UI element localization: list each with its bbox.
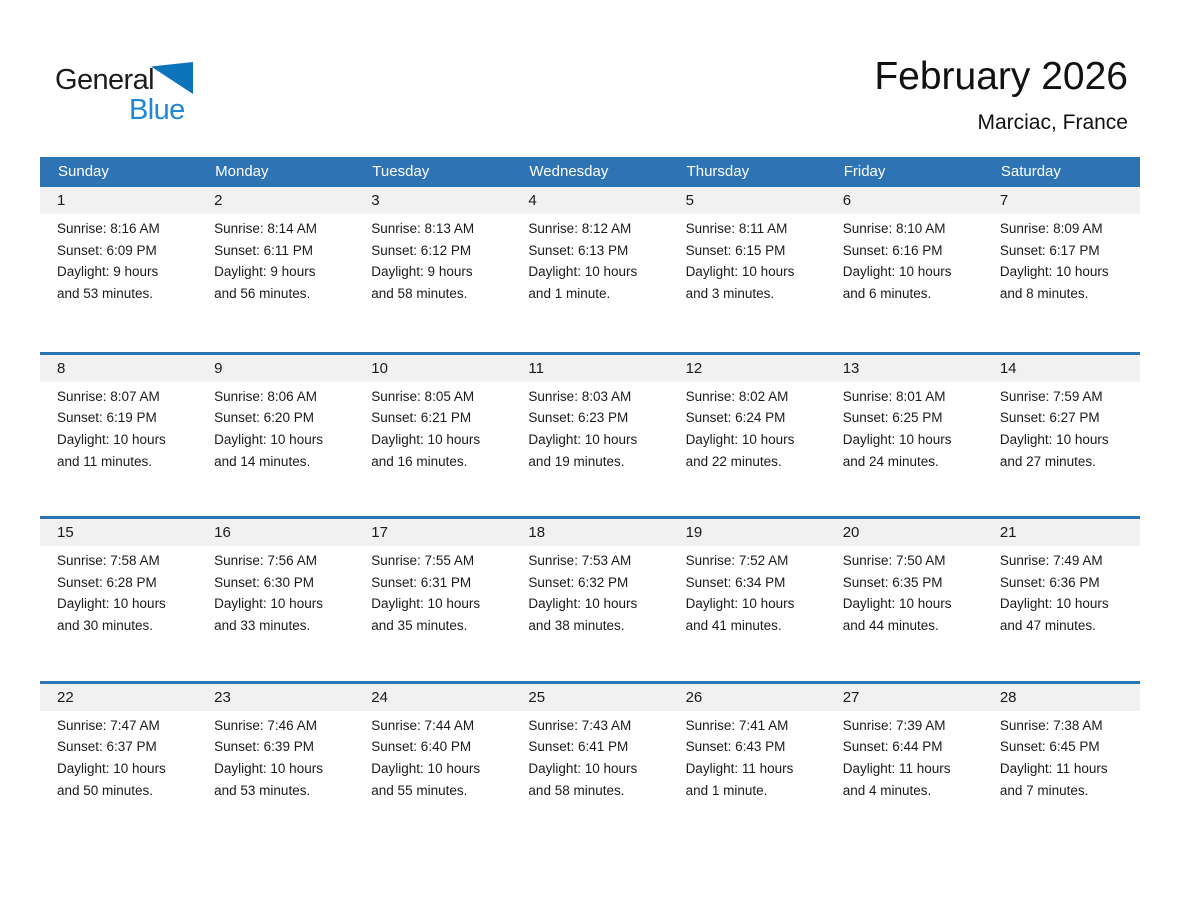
weekday-header-tuesday: Tuesday [372, 163, 430, 180]
day-number: 17 [371, 524, 388, 541]
day-cell [354, 546, 511, 637]
day-cell [669, 214, 826, 305]
day-cell [983, 546, 1140, 637]
location-subtitle: Marciac, France [977, 111, 1128, 134]
weekday-header-friday: Friday [843, 163, 886, 180]
day-sunrise: Sunrise: 7:58 AM [57, 553, 160, 568]
day-cell [826, 382, 983, 473]
day-cell [511, 382, 668, 473]
day-number: 6 [842, 192, 852, 209]
day-daylight: Daylight: 9 hours and 56 minutes. [214, 264, 316, 302]
day-cell [197, 711, 354, 802]
logo-text-general: General [55, 64, 154, 96]
day-cell [983, 214, 1140, 305]
day-cell [197, 382, 354, 473]
day-daylight: Daylight: 10 hours and 35 minutes. [371, 596, 481, 634]
weekday-header-saturday: Saturday [1000, 163, 1061, 180]
weeks-container [40, 187, 1140, 845]
day-daylight: Daylight: 10 hours and 24 minutes. [842, 431, 952, 469]
day-sunrise: Sunrise: 7:52 AM [685, 553, 789, 568]
day-daylight: Daylight: 9 hours and 58 minutes. [371, 264, 473, 302]
day-daylight: Daylight: 10 hours and 8 minutes. [999, 264, 1109, 302]
day-sunset: Sunset: 6:27 PM [999, 410, 1100, 426]
day-daylight: Daylight: 10 hours and 41 minutes. [685, 596, 795, 634]
day-sunset: Sunset: 6:15 PM [685, 242, 786, 258]
day-number: 2 [214, 192, 223, 209]
day-cell [354, 382, 511, 473]
logo-triangle-icon [151, 62, 193, 94]
day-cell [983, 382, 1140, 473]
day-number: 22 [57, 688, 74, 706]
month-title: February 2026 [874, 55, 1128, 98]
day-sunset: Sunset: 6:35 PM [842, 574, 943, 590]
day-cells-row [40, 382, 1140, 473]
day-sunrise: Sunrise: 8:09 AM [999, 221, 1103, 236]
day-sunrise: Sunrise: 8:13 AM [371, 221, 475, 236]
day-number: 15 [57, 524, 74, 541]
title-block [874, 55, 1128, 136]
day-daylight: Daylight: 10 hours and 47 minutes. [999, 596, 1109, 634]
day-sunset: Sunset: 6:21 PM [371, 410, 472, 426]
day-daylight: Daylight: 10 hours and 1 minute. [528, 264, 638, 302]
day-cell [40, 711, 197, 802]
day-sunset: Sunset: 6:23 PM [528, 410, 629, 426]
day-sunset: Sunset: 6:25 PM [842, 410, 943, 426]
day-sunset: Sunset: 6:37 PM [57, 739, 157, 755]
day-daylight: Daylight: 10 hours and 33 minutes. [214, 596, 323, 634]
day-number: 24 [371, 688, 388, 706]
day-daylight: Daylight: 10 hours and 53 minutes. [214, 760, 323, 798]
day-number: 1 [57, 192, 66, 209]
day-cell [983, 711, 1140, 802]
day-number: 11 [528, 359, 544, 377]
day-sunrise: Sunrise: 7:49 AM [999, 553, 1103, 568]
day-number-band [40, 684, 1140, 711]
day-cell [40, 382, 197, 473]
day-cell [354, 711, 511, 802]
day-sunrise: Sunrise: 7:43 AM [528, 717, 632, 733]
day-sunrise: Sunrise: 8:01 AM [842, 388, 946, 404]
day-cell [826, 214, 983, 305]
day-daylight: Daylight: 10 hours and 6 minutes. [842, 264, 952, 302]
day-daylight: Daylight: 9 hours and 53 minutes. [57, 264, 159, 302]
day-sunset: Sunset: 6:40 PM [371, 739, 472, 755]
day-cell [40, 546, 197, 637]
day-sunrise: Sunrise: 7:47 AM [57, 717, 160, 733]
day-sunset: Sunset: 6:36 PM [999, 574, 1100, 590]
week-row [40, 352, 1140, 517]
day-number: 23 [214, 688, 231, 706]
day-cell [197, 546, 354, 637]
day-sunset: Sunset: 6:12 PM [371, 242, 472, 258]
day-number: 18 [528, 524, 546, 541]
day-number: 26 [685, 688, 703, 706]
day-number: 21 [999, 524, 1017, 541]
day-sunset: Sunset: 6:16 PM [842, 242, 943, 258]
day-cells-row [40, 711, 1140, 802]
day-number: 25 [528, 688, 546, 706]
day-number: 13 [842, 359, 860, 377]
day-sunrise: Sunrise: 7:50 AM [842, 553, 946, 568]
day-sunrise: Sunrise: 7:46 AM [214, 717, 317, 733]
day-sunrise: Sunrise: 7:44 AM [371, 717, 475, 733]
day-daylight: Daylight: 10 hours and 58 minutes. [528, 760, 638, 798]
day-cell [40, 214, 197, 305]
day-cell [511, 711, 668, 802]
day-sunrise: Sunrise: 8:14 AM [214, 221, 317, 236]
calendar-table [40, 157, 1140, 845]
day-cells-row [40, 546, 1140, 637]
day-number: 10 [371, 359, 388, 377]
day-number: 3 [371, 192, 380, 209]
day-number-band [40, 355, 1140, 382]
weekday-header-sunday: Sunday [58, 163, 109, 180]
day-cell [669, 382, 826, 473]
day-sunset: Sunset: 6:11 PM [214, 242, 313, 258]
day-sunset: Sunset: 6:19 PM [57, 410, 157, 426]
day-daylight: Daylight: 11 hours and 4 minutes. [842, 760, 951, 798]
day-cell [354, 214, 511, 305]
day-sunset: Sunset: 6:43 PM [685, 739, 786, 755]
day-daylight: Daylight: 10 hours and 19 minutes. [528, 431, 638, 469]
day-sunrise: Sunrise: 8:07 AM [57, 388, 160, 404]
general-blue-logo [55, 58, 215, 126]
day-sunrise: Sunrise: 8:02 AM [685, 388, 789, 404]
day-daylight: Daylight: 10 hours and 22 minutes. [685, 431, 795, 469]
day-sunset: Sunset: 6:45 PM [999, 739, 1100, 755]
day-sunrise: Sunrise: 8:10 AM [842, 221, 946, 236]
day-sunrise: Sunrise: 7:59 AM [999, 388, 1103, 404]
day-cell [826, 546, 983, 637]
day-number: 28 [999, 688, 1017, 706]
day-sunrise: Sunrise: 7:53 AM [528, 553, 632, 568]
weekday-header-row [40, 157, 1140, 187]
day-cells-row [40, 214, 1140, 305]
day-cell [669, 546, 826, 637]
day-sunrise: Sunrise: 7:41 AM [685, 717, 789, 733]
day-sunrise: Sunrise: 8:16 AM [57, 221, 160, 236]
day-daylight: Daylight: 10 hours and 38 minutes. [528, 596, 638, 634]
day-sunset: Sunset: 6:24 PM [685, 410, 786, 426]
day-number: 20 [842, 524, 860, 541]
day-daylight: Daylight: 10 hours and 50 minutes. [57, 760, 166, 798]
day-number: 4 [528, 192, 537, 209]
day-sunset: Sunset: 6:31 PM [371, 574, 472, 590]
day-sunset: Sunset: 6:41 PM [528, 739, 629, 755]
day-daylight: Daylight: 10 hours and 27 minutes. [999, 431, 1109, 469]
day-daylight: Daylight: 10 hours and 44 minutes. [842, 596, 952, 634]
weekday-header-monday: Monday [215, 163, 269, 180]
day-daylight: Daylight: 10 hours and 14 minutes. [214, 431, 323, 469]
day-number: 27 [842, 688, 860, 706]
day-number: 8 [57, 359, 66, 377]
day-sunset: Sunset: 6:30 PM [214, 574, 314, 590]
day-number: 16 [214, 524, 231, 541]
day-number: 19 [685, 524, 703, 541]
day-sunrise: Sunrise: 8:12 AM [528, 221, 632, 236]
day-sunrise: Sunrise: 7:38 AM [999, 717, 1103, 733]
day-cell [826, 711, 983, 802]
logo-text-blue: Blue [129, 94, 185, 126]
day-cell [669, 711, 826, 802]
day-sunrise: Sunrise: 8:06 AM [214, 388, 317, 404]
week-row [40, 681, 1140, 846]
day-sunset: Sunset: 6:20 PM [214, 410, 314, 426]
day-number: 7 [999, 192, 1009, 209]
day-sunset: Sunset: 6:34 PM [685, 574, 786, 590]
day-sunset: Sunset: 6:44 PM [842, 739, 943, 755]
day-daylight: Daylight: 11 hours and 7 minutes. [999, 760, 1108, 798]
day-number-band [40, 187, 1140, 214]
day-number: 5 [685, 192, 694, 209]
weekday-header-wednesday: Wednesday [529, 163, 609, 180]
day-number-band [40, 519, 1140, 546]
day-number: 12 [685, 359, 703, 377]
day-sunrise: Sunrise: 7:56 AM [214, 553, 317, 568]
week-row [40, 516, 1140, 681]
day-daylight: Daylight: 10 hours and 11 minutes. [57, 431, 166, 469]
day-number: 9 [214, 359, 223, 377]
day-sunset: Sunset: 6:28 PM [57, 574, 157, 590]
weekday-header-thursday: Thursday [686, 163, 750, 180]
day-daylight: Daylight: 10 hours and 30 minutes. [57, 596, 166, 634]
day-cell [511, 214, 668, 305]
day-sunrise: Sunrise: 8:11 AM [685, 221, 788, 236]
day-daylight: Daylight: 10 hours and 3 minutes. [685, 264, 795, 302]
day-cell [197, 214, 354, 305]
day-daylight: Daylight: 10 hours and 16 minutes. [371, 431, 481, 469]
day-sunrise: Sunrise: 8:03 AM [528, 388, 632, 404]
day-sunset: Sunset: 6:39 PM [214, 739, 314, 755]
day-daylight: Daylight: 10 hours and 55 minutes. [371, 760, 481, 798]
day-sunrise: Sunrise: 8:05 AM [371, 388, 475, 404]
day-sunset: Sunset: 6:13 PM [528, 242, 629, 258]
day-sunset: Sunset: 6:09 PM [57, 242, 157, 258]
week-row [40, 187, 1140, 352]
day-daylight: Daylight: 11 hours and 1 minute. [685, 760, 794, 798]
day-sunrise: Sunrise: 7:55 AM [371, 553, 475, 568]
day-sunset: Sunset: 6:32 PM [528, 574, 629, 590]
day-number: 14 [999, 359, 1017, 377]
day-sunrise: Sunrise: 7:39 AM [842, 717, 946, 733]
day-sunset: Sunset: 6:17 PM [999, 242, 1100, 258]
day-cell [511, 546, 668, 637]
